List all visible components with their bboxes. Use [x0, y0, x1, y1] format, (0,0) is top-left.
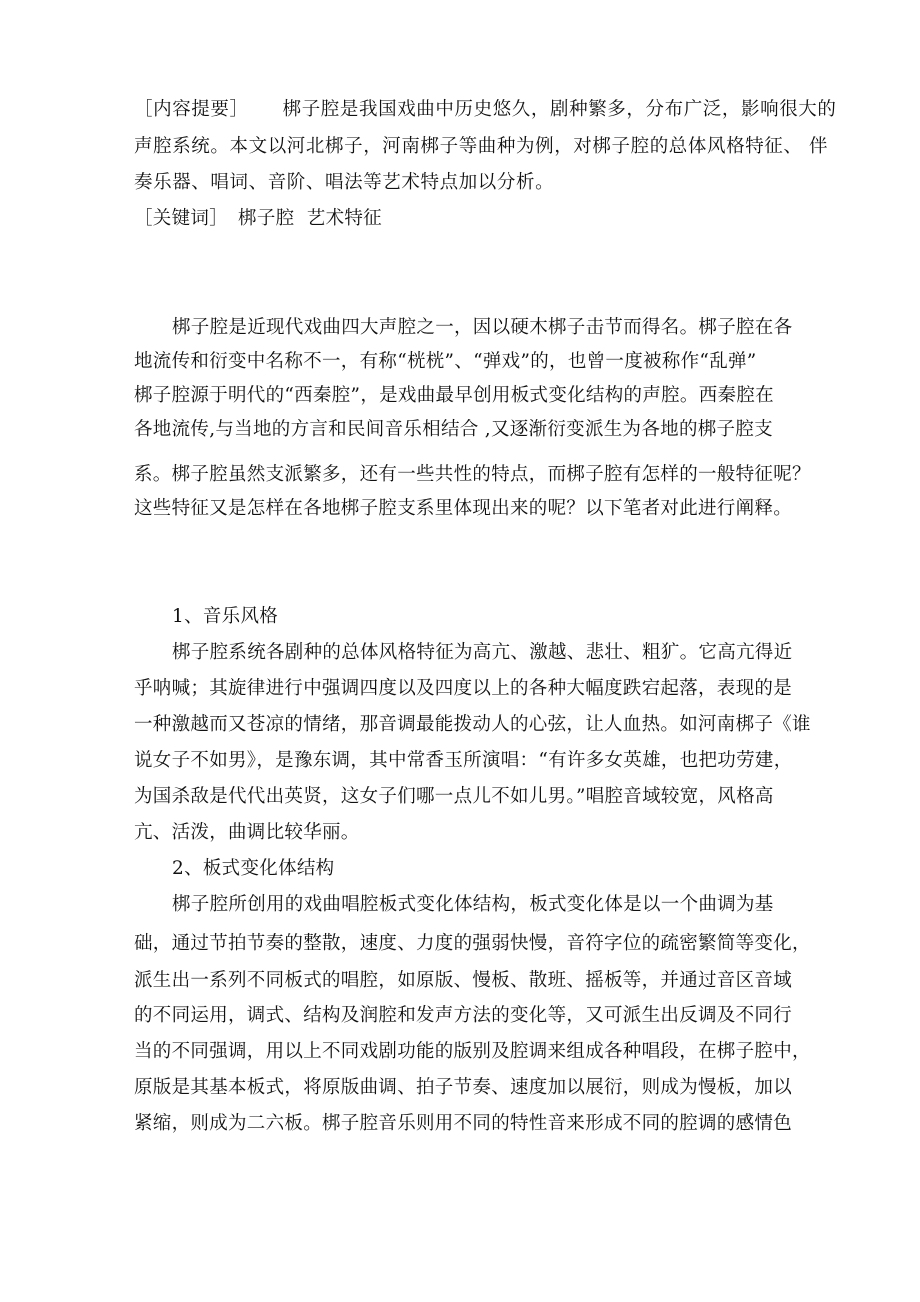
abstract-text-1: 梆子腔是我国戏曲中历史悠久，剧种繁多，分布广泛，影响很大的: [282, 99, 837, 120]
section2-line-6: 原版是其基本板式，将原版曲调、拍子节奏、速度加以展衍，则成为慢板，加以: [134, 1077, 793, 1098]
abstract-line-3: 奏乐器、唱词、音阶、唱法等艺术特点加以分析。: [134, 172, 555, 193]
intro-line-4: 各地流传,与当地的方言和民间音乐相结合 ,又逐渐衍变派生为各地的梆子腔支: [134, 419, 773, 440]
section1-line-3: 一种激越而又苍凉的情绪，那音调最能拨动人的心弦，让人血热。如河南梆子《谁: [134, 714, 811, 735]
abstract-line-1: [134, 98, 837, 122]
keywords-label: ［关键词］: [134, 208, 229, 229]
intro-line-3: 梆子腔源于明代的“西秦腔”，是戏曲最早创用板式变化结构的声腔。西秦腔在: [134, 385, 774, 406]
section1-line-1: 梆子腔系统各剧种的总体风格特征为高亢、激越、悲壮、粗犷。它高亢得近: [172, 642, 793, 663]
intro-line-5: 系。梆子腔虽然支派繁多，还有一些共性的特点，而梆子腔有怎样的一般特征呢？: [134, 464, 811, 485]
section1-line-5: 为国杀敌是代代出英贤，这女子们哪一点儿不如儿男。”唱腔音域较宽，风格高: [134, 786, 774, 807]
section1-line-4: 说女子不如男》，是豫东调，其中常香玉所演唱：“有许多女英雄，也把功劳建，: [134, 750, 793, 771]
section2-line-2: 础，通过节拍节奏的整散，速度、力度的强弱快慢，音符字位的疏密繁简等变化，: [134, 933, 811, 954]
keywords-text: 梆子腔 艺术特征: [238, 208, 382, 229]
abstract-line-2: 声腔系统。本文以河北梆子，河南梆子等曲种为例，对梆子腔的总体风格特征、 伴: [134, 136, 829, 157]
intro-line-2: 地流传和衍变中名称不一，有称“桄桄”、“弹戏”的，也曾一度被称作“乱弹”: [134, 351, 757, 372]
section2-line-3: 派生出一系列不同板式的唱腔，如原版、慢板、散班、摇板等，并通过音区音域: [134, 970, 793, 991]
section1-line-6: 亢、活泼，曲调比较华丽。: [134, 822, 360, 843]
section2-heading: 2、板式变化体结构: [172, 858, 335, 879]
section1-heading: 1、音乐风格: [172, 606, 279, 627]
keywords-line: [134, 207, 382, 231]
section2-line-7: 紧缩，则成为二六板。梆子腔音乐则用不同的特性音来形成不同的腔调的感情色: [134, 1113, 793, 1134]
intro-line-1: 梆子腔是近现代戏曲四大声腔之一，因以硬木梆子击节而得名。梆子腔在各: [172, 317, 793, 338]
section2-line-4: 的不同运用，调式、结构及润腔和发声方法的变化等，又可派生出反调及不同行: [134, 1005, 793, 1026]
section2-line-5: 当的不同强调，用以上不同戏剧功能的版别及腔调来组成各种唱段，在梆子腔中，: [134, 1041, 811, 1062]
intro-line-6: 这些特征又是怎样在各地梆子腔支系里体现出来的呢？以下笔者对此进行阐释。: [134, 498, 793, 519]
section2-line-1: 梆子腔所创用的戏曲唱腔板式变化体结构，板式变化体是以一个曲调为基: [172, 894, 774, 915]
section1-line-2: 乎呐喊；其旋律进行中强调四度以及四度以上的各种大幅度跌宕起落，表现的是: [134, 678, 793, 699]
abstract-label: ［内容提要］: [134, 99, 249, 120]
